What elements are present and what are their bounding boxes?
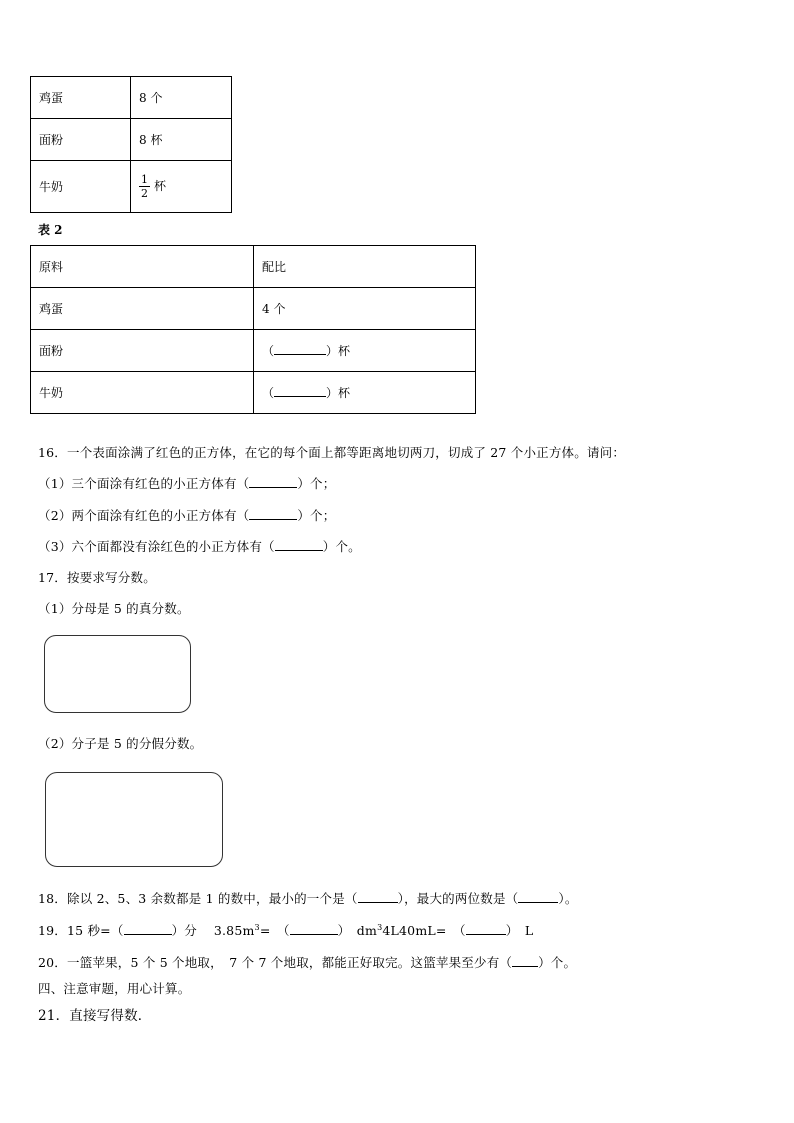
recipe-table-2	[30, 245, 476, 414]
q19-sup2: 3	[377, 922, 383, 932]
q16-sub3	[38, 537, 361, 555]
q19	[38, 921, 533, 939]
answer-blank[interactable]	[249, 508, 297, 520]
q18-text-c: ）。	[558, 891, 578, 906]
q16-stem: 16．一个表面涂满了红色的正方体，在它的每个面上都等距离地切两刀，切成了 27 个小正方体。请问：	[38, 445, 626, 460]
table1-item-cell: 鸡蛋	[31, 77, 131, 119]
table2-value-cell: 4 个	[254, 288, 476, 330]
section-4-heading: 四、注意审题，用心计算。	[38, 981, 191, 996]
q19-text-e: 4L40mL= （	[382, 923, 466, 938]
table2-header-ratio: 配比	[254, 246, 476, 288]
table2-caption: 表 2	[38, 223, 63, 237]
q16-sub2-suffix: ）个；	[297, 508, 336, 523]
answer-blank[interactable]	[274, 385, 326, 397]
q16-sub1	[38, 474, 335, 492]
q19-text-f: ） L	[505, 923, 534, 938]
paren-close: ）杯	[326, 386, 351, 400]
q19-text-c: = （	[259, 923, 290, 938]
answer-blank[interactable]	[512, 955, 538, 967]
answer-blank[interactable]	[249, 476, 297, 488]
answer-blank[interactable]	[290, 923, 338, 935]
q17-stem: 17．按要求写分数。	[38, 570, 156, 585]
table2-item-cell: 牛奶	[31, 372, 254, 414]
table2-value-cell	[254, 330, 476, 372]
table1-value-cell	[131, 161, 232, 213]
q18	[38, 889, 578, 907]
answer-blank[interactable]	[466, 923, 506, 935]
q19-text-b: ）分 3.85m	[171, 923, 255, 938]
unit-label: 杯	[154, 179, 167, 193]
table1-item-cell: 牛奶	[31, 161, 131, 213]
paren-open: （	[262, 386, 275, 400]
q20-text-a: 20．一篮苹果，5 个 5 个地取， 7 个 7 个地取，都能正好取完。这篮苹果至少有（	[38, 955, 513, 970]
recipe-table-1	[30, 76, 232, 213]
q18-text-b: ），最大的两位数是（	[397, 891, 519, 906]
table1-value-cell: 8 个	[131, 77, 232, 119]
answer-blank[interactable]	[274, 343, 326, 355]
q16-sub2-text: （2）两个面涂有红色的小正方体有（	[38, 508, 250, 523]
q16-sub2	[38, 506, 335, 524]
answer-blank[interactable]	[518, 891, 558, 903]
answer-box-1[interactable]	[44, 635, 191, 713]
q21: 21．直接写得数．	[38, 1008, 152, 1024]
answer-box-2[interactable]	[45, 772, 223, 867]
table2-item-cell: 鸡蛋	[31, 288, 254, 330]
fraction	[139, 173, 150, 200]
q19-sup1: 3	[254, 922, 260, 932]
table2-header-ingredient: 原料	[31, 246, 254, 288]
fraction-denominator: 2	[141, 187, 148, 200]
q16-sub3-suffix: ）个。	[322, 539, 361, 554]
fraction-numerator: 1	[141, 173, 148, 186]
q20-text-b: ）个。	[538, 955, 577, 970]
answer-blank[interactable]	[124, 923, 172, 935]
paren-close: ）杯	[326, 344, 351, 358]
q20	[38, 953, 576, 971]
q17-sub2: （2）分子是 5 的分假分数。	[38, 736, 203, 751]
q19-text-a: 19．15 秒=（	[38, 923, 124, 938]
answer-blank[interactable]	[275, 539, 323, 551]
q16-sub1-text: （1）三个面涂有红色的小正方体有（	[38, 476, 250, 491]
table1-item-cell: 面粉	[31, 119, 131, 161]
table2-value-cell	[254, 372, 476, 414]
table2-item-cell: 面粉	[31, 330, 254, 372]
paren-open: （	[262, 344, 275, 358]
answer-blank[interactable]	[358, 891, 398, 903]
q16-sub1-suffix: ）个；	[297, 476, 336, 491]
q19-text-d: ） dm	[337, 923, 378, 938]
q17-sub1: （1）分母是 5 的真分数。	[38, 601, 190, 616]
q18-text-a: 18．除以 2、5、3 余数都是 1 的数中，最小的一个是（	[38, 891, 358, 906]
q16-sub3-text: （3）六个面都没有涂红色的小正方体有（	[38, 539, 275, 554]
table1-value-cell: 8 杯	[131, 119, 232, 161]
